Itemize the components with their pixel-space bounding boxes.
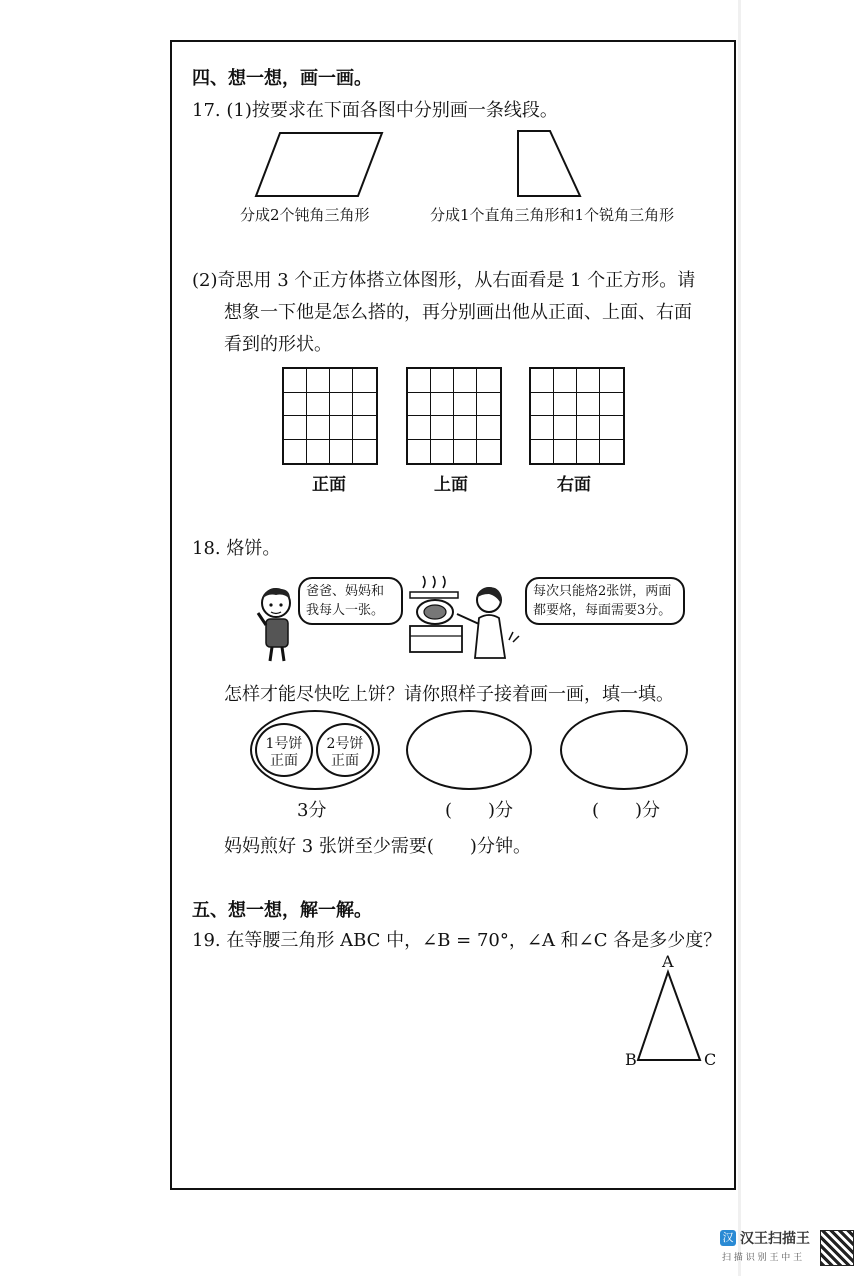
section4-title: 四、想一想，画一画。 [192,68,372,89]
time-label-1: 3分 [297,800,327,821]
time-blank-3[interactable]: ( )分 [592,800,661,821]
parallelogram-figure [250,130,390,200]
cake-2 [316,723,374,777]
right-view-grid[interactable] [529,367,625,465]
bubble-boy-line1: 爸爸、妈妈和 [306,584,385,599]
boy-illustration [250,585,300,663]
brand-name: 汉王扫描王 [740,1231,810,1247]
front-view-grid[interactable] [282,367,378,465]
section5-title: 五、想一想，解一解。 [192,900,372,921]
speech-bubble-mom [525,577,685,625]
label-right: 右面 [557,475,591,495]
pan-oval-3[interactable] [560,710,688,790]
trapezoid-figure [510,128,590,200]
vertex-c-label: C [704,1050,717,1069]
label-top: 上面 [434,475,468,495]
cake2-side: 正面 [331,753,359,769]
q18-prompt: 怎样才能尽快吃上饼？请你照样子接着画一画，填一填。 [224,684,674,705]
brand-slogan: 扫 描 识 别 王 中 王 [722,1253,803,1263]
cake-1 [255,723,313,777]
q19-text: 19. 在等腰三角形 ABC 中，∠B = 70°，∠A 和∠C 各是多少度？ [192,930,722,951]
q17-part1-text: 17. (1)按要求在下面各图中分别画一条线段。 [192,100,558,121]
vertex-a-label: A [662,952,674,971]
top-view-grid[interactable] [406,367,502,465]
vertex-b-label: B [625,1050,637,1069]
q17-part2-line3: 看到的形状。 [224,334,332,355]
bubble-boy-line2: 我每人一张。 [306,603,385,618]
qr-code-icon [820,1230,854,1266]
label-front: 正面 [312,475,346,495]
scanner-logo-icon: 汉 [720,1230,736,1246]
time-blank-2[interactable]: ( )分 [445,800,514,821]
q17-part2-line2: 想象一下他是怎么搭的，再分别画出他从正面、上面、右面 [224,302,692,323]
scanner-watermark [720,1228,854,1270]
bubble-mom-line1: 每次只能烙2张饼，两面 [533,584,672,599]
q17-part2-line1: (2)奇思用 3 个正方体搭立体图形，从右面看是 1 个正方形。请 [192,270,696,291]
pan-oval-2[interactable] [406,710,532,790]
page-edge [738,0,741,1276]
cake1-label: 1号饼 [265,736,303,752]
cake1-side: 正面 [270,753,298,769]
q18-title: 18. 烙饼。 [192,538,281,559]
caption-right-acute-triangles: 分成1个直角三角形和1个锐角三角形 [430,206,675,224]
bubble-mom-line2: 都要烙，每面需要3分。 [533,603,672,618]
speech-bubble-boy [298,577,403,625]
caption-obtuse-triangles: 分成2个钝角三角形 [240,206,370,224]
mom-cooking-illustration [405,570,525,662]
cake2-label: 2号饼 [326,736,364,752]
q18-answer-line: 妈妈煎好 3 张饼至少需要( )分钟。 [224,836,531,857]
